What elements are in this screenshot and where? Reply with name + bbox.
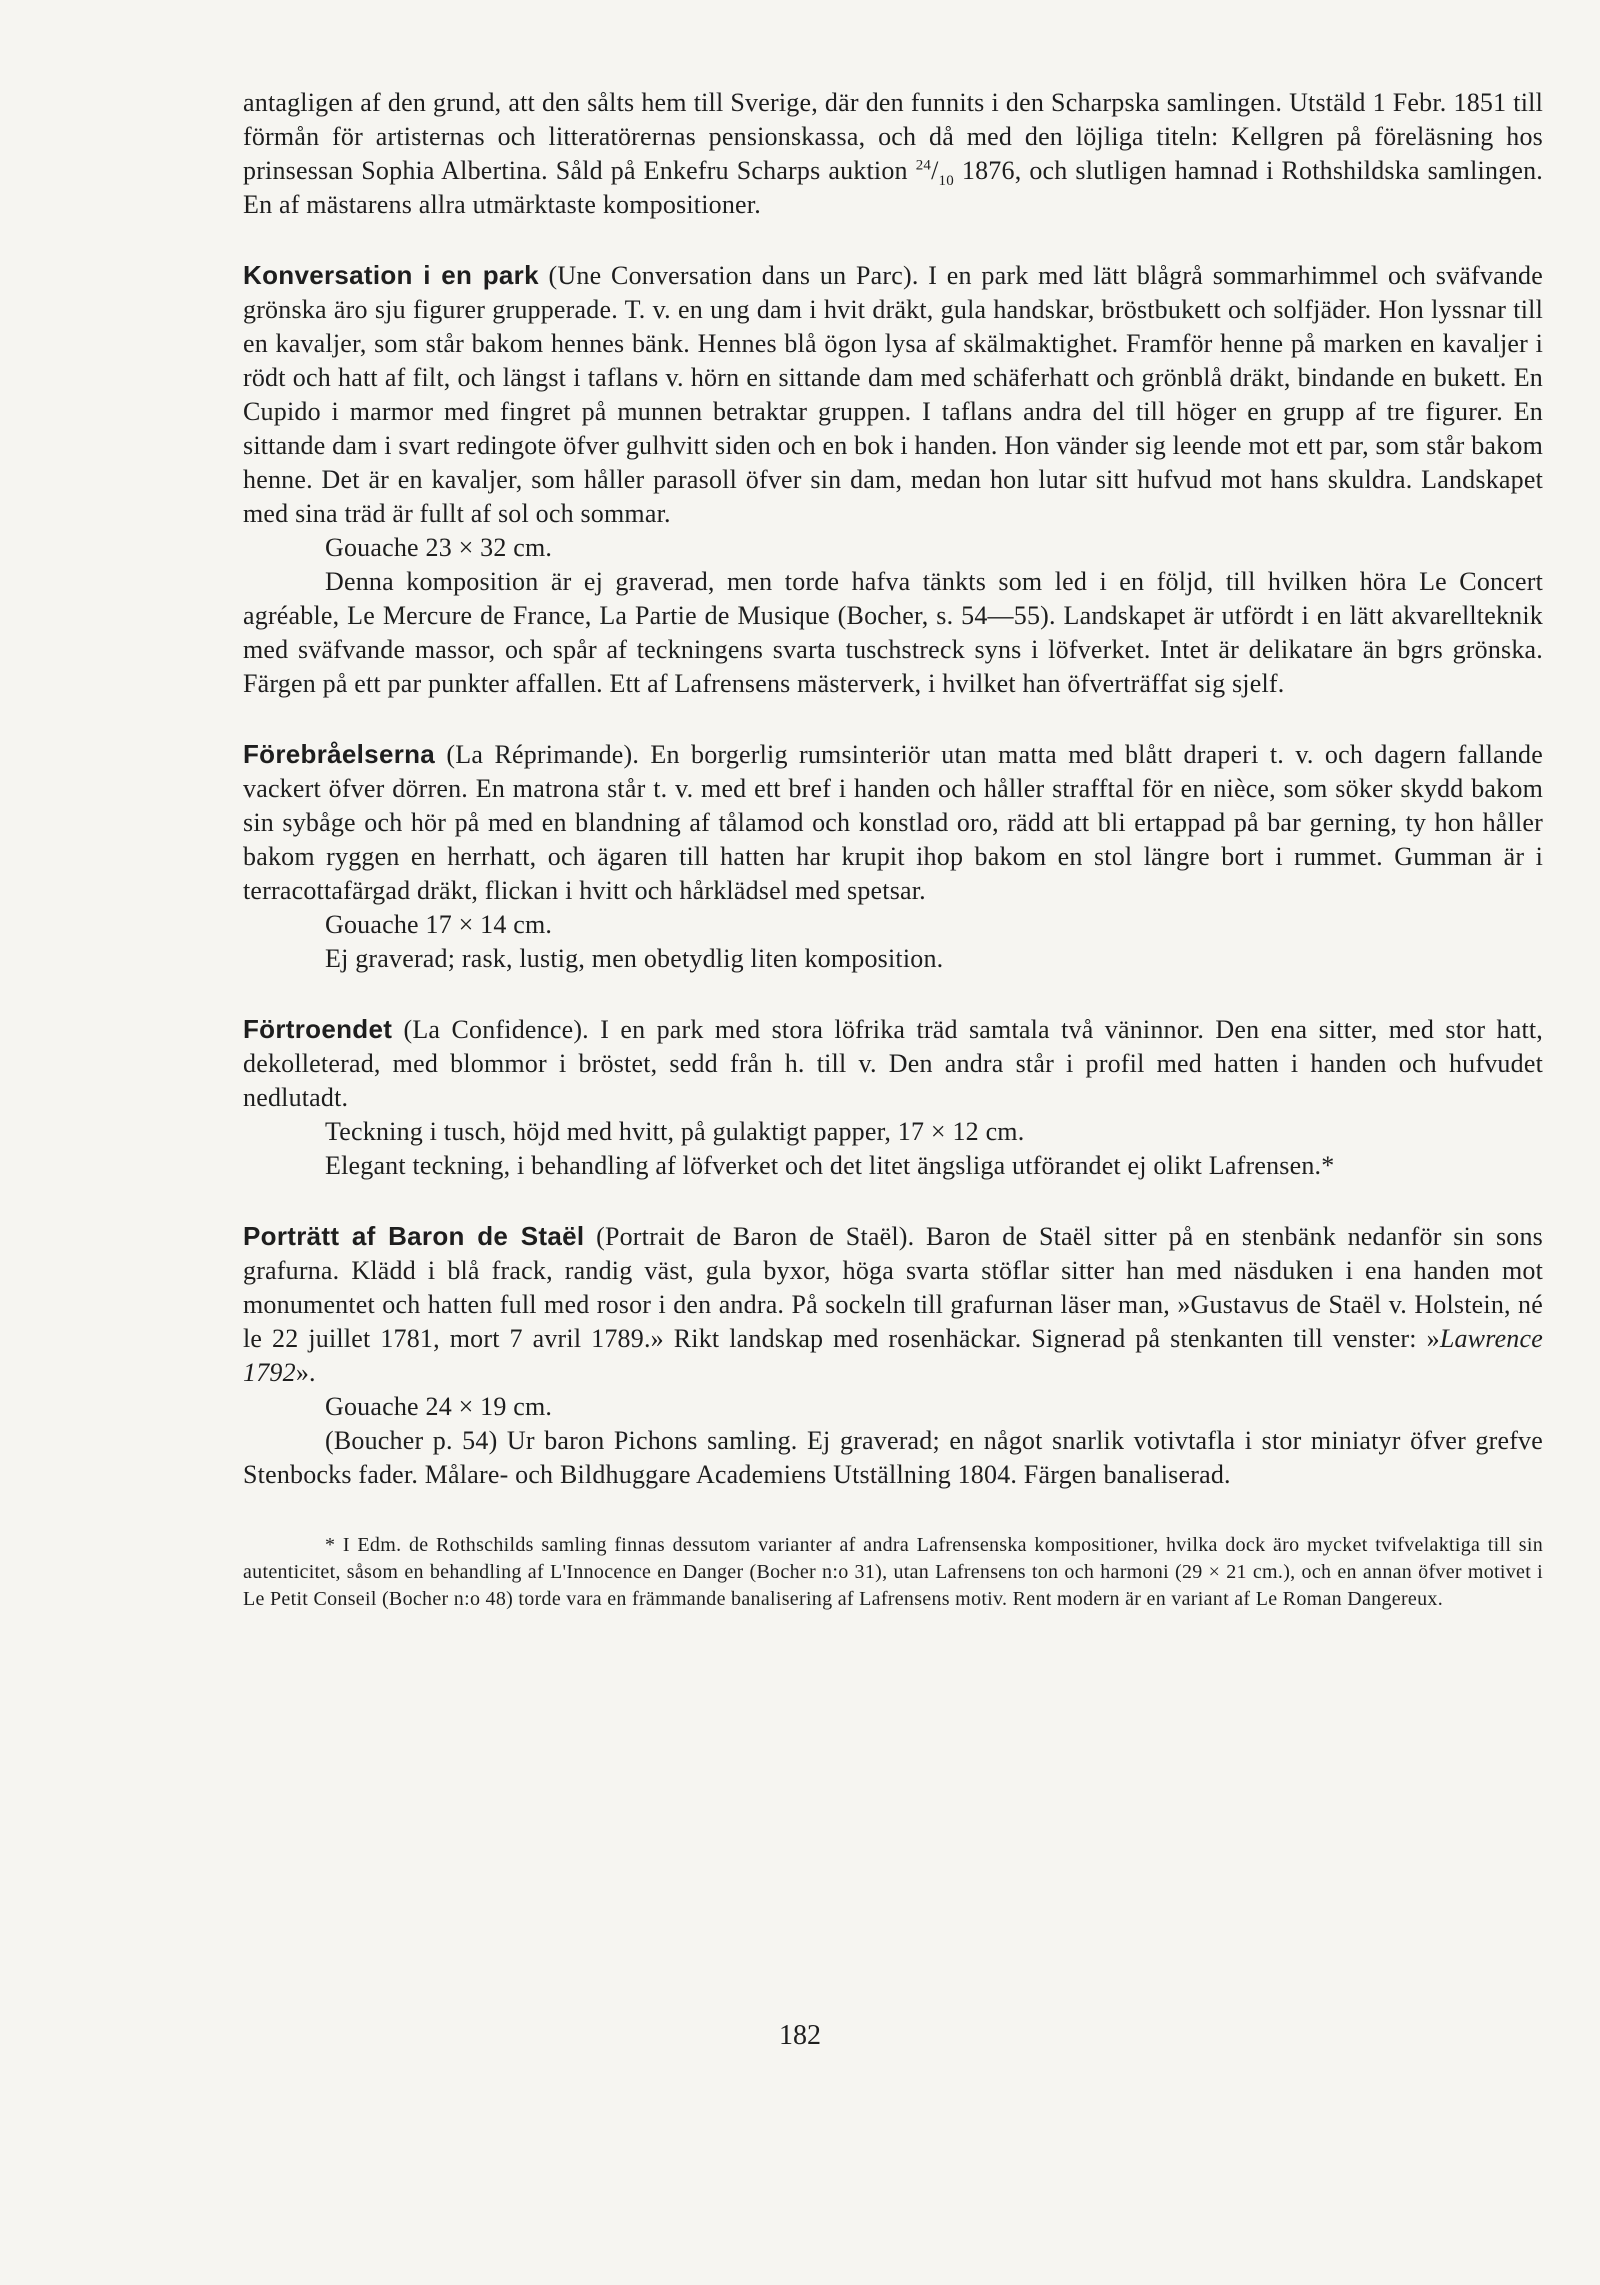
entry-commentary: Elegant teckning, i behandling af löfverket och det litet ängsliga utförandet ej olikt Lafrensen.* <box>325 1151 1335 1180</box>
entry-title: Konversation i en park <box>243 260 539 290</box>
footnote <box>243 1532 1543 1613</box>
catalog-entry-forebraelserna <box>243 737 1543 976</box>
entry-title: Porträtt af Baron de Staël <box>243 1221 585 1251</box>
date-fraction-numerator: 24 <box>915 157 932 174</box>
footnote-text: * I Edm. de Rothschilds samling finnas dessutom varianter af andra Lafrensenska kompositioner, hvilka dock äro mycket tvifvelaktiga till sin autenticitet, såsom en behandling af L'Innocence en Danger (Bocher n:o 31), utan Lafrensens ton och harmoni (29 × 21 cm.), och en annan öfver motivet i Le Petit Conseil (Bocher n:o 48) torde vara en främmande banalisering af Lafrensens motiv. Rent modern är en variant af Le Roman Dangereux. <box>243 1534 1543 1610</box>
entry-title: Förebråelserna <box>243 739 436 769</box>
entry-commentary: Denna komposition är ej graverad, men torde hafva tänkts som led i en följd, till hvilken höra Le Concert agréable, Le Mercure de France, La Partie de Musique (Bocher, s. 54—55). Landskapet är utfördt i en lätt akvarellteknik med sväfvande massor, och spår af teckningens svarta tuschstreck syns i löfverket. Intet är delikatare än bgrs grönska. Färgen på ett par punkter affallen. Ett af Lafrensens mästerverk, i hvilket han öfverträffat sig sjelf. <box>243 567 1543 698</box>
entry-title: Förtroendet <box>243 1014 393 1044</box>
entry-medium: Gouache 23 × 32 cm. <box>325 533 553 562</box>
date-fraction-denominator: 10 <box>938 173 954 190</box>
signature-text: Lawrence 1792 <box>243 1324 1543 1387</box>
entry-description: Porträtt af Baron de Staël (Portrait de Baron de Staël). Baron de Staël sitter på en stenbänk nedanför sin sons grafurna. Klädd i blå frack, randig väst, gula byxor, höga svarta stöflar sitter han med näsduken i ena handen mot monumentet och hatten full med rosor i den andra. På sockeln till grafurnan läser man, »Gustavus de Staël v. Holstein, né le 22 juillet 1781, mort 7 avril 1789.» Rikt landskap med rosenhäckar. Signerad på stenkanten till venster: »Lawrence 1792». <box>243 1221 1544 1387</box>
entry-medium: Teckning i tusch, höjd med hvitt, på gulaktigt papper, 17 × 12 cm. <box>325 1117 1025 1146</box>
entry-description: Förtroendet (La Confidence). I en park med stora löfrika träd samtala två väninnor. Den ena sitter, med stor hatt, dekolleterad, med blommor i bröstet, sedd från h. till v. Den andra står i profil med hatten i handen och hufvudet nedlutadt. <box>243 1014 1543 1112</box>
entry-medium: Gouache 17 × 14 cm. <box>325 910 553 939</box>
entry-commentary: (Boucher p. 54) Ur baron Pichons samling. Ej graverad; en något snarlik votivtafla i stor miniatyr öfver grefve Stenbocks fader. Målare- och Bildhuggare Academiens Utställning 1804. Färgen banaliserad. <box>243 1426 1543 1489</box>
catalog-entry-konversation <box>243 258 1543 701</box>
page-number: 182 <box>779 2020 821 2051</box>
entry-description: Konversation i en park (Une Conversation dans un Parc). I en park med lätt blågrå sommarhimmel och sväfvande grönska äro sju figurer grupperade. T. v. en ung dam i hvit dräkt, gula handskar, bröstbukett och solfjäder. Hon lyssnar till en kavaljer, som står bakom hennes bänk. Hennes blå ögon lysa af skälmaktighet. Framför henne på marken en kavaljer i rödt och hatt af filt, och längst i taflans v. hörn en sittande dam med schäferhatt och grönblå dräkt, bindande en bukett. En Cupido i marmor med fingret på munnen betraktar gruppen. I taflans andra del till höger en grupp af tre figurer. En sittande dam i svart redingote öfver gulhvitt siden och en bok i handen. Hon vänder sig leende mot ett par, som står bakom henne. Det är en kavaljer, som håller parasoll öfver sin dam, medan hon lutar sitt hufvud mot hans skuldra. Landskapet med sina träd är fullt af sol och sommar. <box>243 260 1543 528</box>
page-content <box>243 86 1543 1613</box>
intro-paragraph: antagligen af den grund, att den sålts hem till Sverige, där den funnits i den Scharpska samlingen. Utstäld 1 Febr. 1851 till förmån för artisternas och litteratörernas pensionskassa, och då med den löjliga titeln: Kellgren på föreläsning hos prinsessan Sophia Albertina. Såld på Enkefru Scharps auktion $^{24}/_{10}$ 1876, och slutligen hamnad i Rothshildska samlingen. En af mästarens allra utmärktaste kompositioner. <box>243 88 1543 219</box>
entry-commentary: Ej graverad; rask, lustig, men obetydlig liten komposition. <box>325 944 944 973</box>
catalog-entry-portratt-stael <box>243 1219 1543 1492</box>
entry-medium: Gouache 24 × 19 cm. <box>325 1392 553 1421</box>
entry-description: Förebråelserna (La Réprimande). En borgerlig rumsinteriör utan matta med blått draperi t. v. och dagern fallande vackert öfver dörren. En matrona står t. v. med ett bref i handen och håller strafftal för en nièce, som söker skydd bakom sin sybåge och hör på med en blandning af tålamod och konstlad oro, rädd att bli ertappad på bar gerning, ty hon håller bakom ryggen en herrhatt, och ägaren till hatten har krupit ihop bakom en stol längre bort i rummet. Gumman är i terracottafärgad dräkt, flickan i hvitt och hårklädsel med spetsar. <box>243 739 1543 905</box>
catalog-entry-fortroendet <box>243 1012 1543 1183</box>
